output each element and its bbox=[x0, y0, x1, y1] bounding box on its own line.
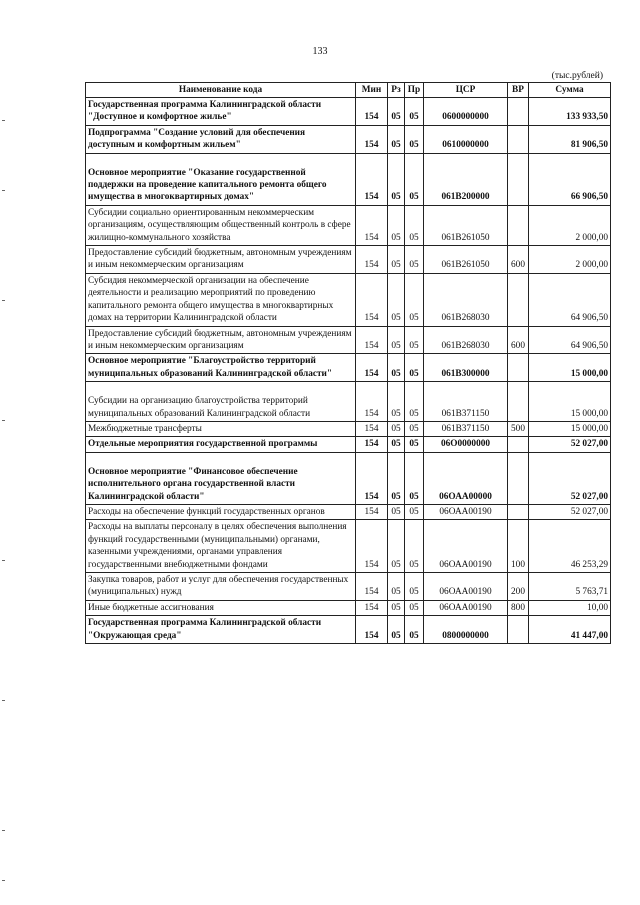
row-sum-cell: 52 027,00 bbox=[529, 452, 611, 504]
row-sum-cell: 5 763,71 bbox=[529, 573, 611, 601]
row-name-cell: Государственная программа Калининградской области "Доступное и комфортное жилье" bbox=[86, 98, 356, 126]
row-pr-cell: 05 bbox=[405, 98, 424, 126]
row-rz-cell: 05 bbox=[388, 326, 405, 354]
row-sum-cell: 15 000,00 bbox=[529, 354, 611, 382]
row-vr-cell bbox=[508, 153, 529, 205]
header-min: Мин bbox=[356, 83, 388, 98]
row-name-cell: Государственная программа Калининградской области "Окружающая среда" bbox=[86, 616, 356, 644]
row-sum-cell: 41 447,00 bbox=[529, 616, 611, 644]
row-vr-cell bbox=[508, 205, 529, 245]
row-vr-cell: 800 bbox=[508, 600, 529, 615]
row-csr-cell: 061В200000 bbox=[424, 153, 508, 205]
row-min-cell: 154 bbox=[356, 273, 388, 326]
table-row bbox=[86, 600, 611, 615]
row-min-cell: 154 bbox=[356, 520, 388, 573]
table-row bbox=[86, 382, 611, 422]
table-row bbox=[86, 573, 611, 601]
row-name-cell: Иные бюджетные ассигнования bbox=[86, 600, 356, 615]
row-csr-cell: 061В268030 bbox=[424, 273, 508, 326]
row-rz-cell: 05 bbox=[388, 98, 405, 126]
row-rz-cell: 05 bbox=[388, 437, 405, 452]
row-pr-cell: 05 bbox=[405, 437, 424, 452]
row-name-cell bbox=[86, 382, 356, 422]
row-rz-cell: 05 bbox=[388, 125, 405, 153]
budget-table bbox=[85, 82, 611, 644]
table-header-row bbox=[86, 83, 611, 98]
row-vr-cell bbox=[508, 273, 529, 326]
row-rz-cell: 05 bbox=[388, 616, 405, 644]
row-csr-cell: 06О0000000 bbox=[424, 437, 508, 452]
row-pr-cell: 05 bbox=[405, 205, 424, 245]
row-csr-cell: 06ОАА00190 bbox=[424, 600, 508, 615]
row-pr-cell: 05 bbox=[405, 382, 424, 422]
row-pr-cell: 05 bbox=[405, 125, 424, 153]
table-body bbox=[86, 98, 611, 644]
row-pr-cell: 05 bbox=[405, 153, 424, 205]
header-rz: Рз bbox=[388, 83, 405, 98]
row-csr-cell: 061В261050 bbox=[424, 205, 508, 245]
row-pr-cell: 05 bbox=[405, 246, 424, 274]
row-min-cell: 154 bbox=[356, 246, 388, 274]
table-row bbox=[86, 437, 611, 452]
row-vr-cell bbox=[508, 354, 529, 382]
row-sum-cell: 10,00 bbox=[529, 600, 611, 615]
row-rz-cell: 05 bbox=[388, 246, 405, 274]
row-pr-cell: 05 bbox=[405, 273, 424, 326]
row-rz-cell: 05 bbox=[388, 520, 405, 573]
table-row bbox=[86, 98, 611, 126]
row-vr-cell bbox=[508, 616, 529, 644]
row-min-cell: 154 bbox=[356, 153, 388, 205]
row-name-cell: Субсидии социально ориентированным некоммерческим организациям, осуществляющим общественный контроль в сфере жилищно-коммунального хозяйства bbox=[86, 205, 356, 245]
row-vr-cell bbox=[508, 125, 529, 153]
table-row bbox=[86, 616, 611, 644]
row-sum-cell: 52 027,00 bbox=[529, 504, 611, 519]
row-min-cell: 154 bbox=[356, 354, 388, 382]
row-rz-cell: 05 bbox=[388, 452, 405, 504]
row-rz-cell: 05 bbox=[388, 600, 405, 615]
row-csr-cell: 06ОАА00000 bbox=[424, 452, 508, 504]
table-row bbox=[86, 520, 611, 573]
row-rz-cell: 05 bbox=[388, 153, 405, 205]
row-min-cell: 154 bbox=[356, 205, 388, 245]
row-name-cell: Предоставление субсидий бюджетным, автономным учреждениям и иным некоммерческим организациям bbox=[86, 246, 356, 274]
row-vr-cell: 100 bbox=[508, 520, 529, 573]
row-vr-cell bbox=[508, 98, 529, 126]
row-rz-cell: 05 bbox=[388, 573, 405, 601]
header-vr: ВР bbox=[508, 83, 529, 98]
table-row bbox=[86, 326, 611, 354]
row-vr-cell bbox=[508, 504, 529, 519]
row-rz-cell: 05 bbox=[388, 504, 405, 519]
row-min-cell: 154 bbox=[356, 382, 388, 422]
table-row bbox=[86, 354, 611, 382]
row-sum-cell: 52 027,00 bbox=[529, 437, 611, 452]
row-sum-cell: 2 000,00 bbox=[529, 205, 611, 245]
row-rz-cell: 05 bbox=[388, 382, 405, 422]
row-name-cell: Отдельные мероприятия государственной программы bbox=[86, 437, 356, 452]
row-min-cell: 154 bbox=[356, 600, 388, 615]
row-pr-cell: 05 bbox=[405, 504, 424, 519]
table-row bbox=[86, 205, 611, 245]
row-min-cell: 154 bbox=[356, 421, 388, 436]
row-csr-cell: 0800000000 bbox=[424, 616, 508, 644]
row-rz-cell: 05 bbox=[388, 421, 405, 436]
row-pr-cell: 05 bbox=[405, 600, 424, 615]
row-pr-cell: 05 bbox=[405, 520, 424, 573]
row-pr-cell: 05 bbox=[405, 573, 424, 601]
row-pr-cell: 05 bbox=[405, 326, 424, 354]
row-rz-cell: 05 bbox=[388, 273, 405, 326]
row-sum-cell: 46 253,29 bbox=[529, 520, 611, 573]
row-sum-cell: 81 906,50 bbox=[529, 125, 611, 153]
row-pr-cell: 05 bbox=[405, 452, 424, 504]
row-pr-cell: 05 bbox=[405, 354, 424, 382]
row-sum-cell: 133 933,50 bbox=[529, 98, 611, 126]
row-min-cell: 154 bbox=[356, 504, 388, 519]
table-row bbox=[86, 153, 611, 205]
row-min-cell: 154 bbox=[356, 437, 388, 452]
units-label: (тыс.рублей) bbox=[551, 71, 603, 81]
row-csr-cell: 0610000000 bbox=[424, 125, 508, 153]
row-name-cell: Предоставление субсидий бюджетным, автономным учреждениям и иным некоммерческим организациям bbox=[86, 326, 356, 354]
table-row bbox=[86, 421, 611, 436]
table-row bbox=[86, 504, 611, 519]
row-name-cell: Закупка товаров, работ и услуг для обеспечения государственных (муниципальных) нужд bbox=[86, 573, 356, 601]
row-csr-cell: 06ОАА00190 bbox=[424, 573, 508, 601]
row-sum-cell: 15 000,00 bbox=[529, 421, 611, 436]
row-sum-cell: 64 906,50 bbox=[529, 326, 611, 354]
table-row bbox=[86, 246, 611, 274]
row-csr-cell: 06ОАА00190 bbox=[424, 520, 508, 573]
row-vr-cell: 500 bbox=[508, 421, 529, 436]
row-sum-cell: 66 906,50 bbox=[529, 153, 611, 205]
row-sum-cell: 15 000,00 bbox=[529, 382, 611, 422]
row-name-cell bbox=[86, 452, 356, 504]
row-name-cell: Основное мероприятие "Благоустройство территорий муниципальных образований Калининградской области" bbox=[86, 354, 356, 382]
row-rz-cell: 05 bbox=[388, 354, 405, 382]
row-csr-cell: 061В261050 bbox=[424, 246, 508, 274]
row-name-cell bbox=[86, 153, 356, 205]
row-pr-cell: 05 bbox=[405, 616, 424, 644]
row-vr-cell: 600 bbox=[508, 246, 529, 274]
table-row bbox=[86, 452, 611, 504]
row-vr-cell bbox=[508, 382, 529, 422]
row-csr-cell: 06ОАА00190 bbox=[424, 504, 508, 519]
row-name-cell: Межбюджетные трансферты bbox=[86, 421, 356, 436]
row-min-cell: 154 bbox=[356, 573, 388, 601]
row-name-text: Основное мероприятие "Финансовое обеспечение исполнительного органа государственной власти Калининградской области" bbox=[88, 466, 298, 502]
row-rz-cell: 05 bbox=[388, 205, 405, 245]
row-csr-cell: 061В268030 bbox=[424, 326, 508, 354]
header-name: Наименование кода bbox=[86, 83, 356, 98]
row-min-cell: 154 bbox=[356, 125, 388, 153]
row-csr-cell: 061В371150 bbox=[424, 382, 508, 422]
row-min-cell: 154 bbox=[356, 326, 388, 354]
page-number: 133 bbox=[312, 46, 328, 57]
header-csr: ЦСР bbox=[424, 83, 508, 98]
row-vr-cell: 200 bbox=[508, 573, 529, 601]
row-name-cell: Подпрограмма "Создание условий для обеспечения доступным и комфортным жильем" bbox=[86, 125, 356, 153]
row-min-cell: 154 bbox=[356, 616, 388, 644]
row-sum-cell: 64 906,50 bbox=[529, 273, 611, 326]
row-csr-cell: 0600000000 bbox=[424, 98, 508, 126]
row-name-text: Субсидии на организацию благоустройства территорий муниципальных образований Калининградской области bbox=[88, 396, 311, 419]
header-sum: Сумма bbox=[529, 83, 611, 98]
budget-table-container bbox=[85, 82, 610, 644]
table-row bbox=[86, 125, 611, 153]
row-vr-cell bbox=[508, 437, 529, 452]
header-pr: Пр bbox=[405, 83, 424, 98]
row-name-cell: Расходы на обеспечение функций государственных органов bbox=[86, 504, 356, 519]
row-pr-cell: 05 bbox=[405, 421, 424, 436]
table-row bbox=[86, 273, 611, 326]
row-vr-cell bbox=[508, 452, 529, 504]
row-csr-cell: 061В300000 bbox=[424, 354, 508, 382]
row-vr-cell: 600 bbox=[508, 326, 529, 354]
row-name-text: Основное мероприятие "Оказание государственной поддержки на проведение капитального ремонта общего имущества в многоквартирных домах" bbox=[88, 167, 327, 203]
row-min-cell: 154 bbox=[356, 98, 388, 126]
row-name-cell: Расходы на выплаты персоналу в целях обеспечения выполнения функций государственными (муниципальными) органами, казенными учреждениями, органами управления государственными внебюджетными фондами bbox=[86, 520, 356, 573]
row-name-cell: Субсидия некоммерческой организации на обеспечение деятельности и реализацию мероприятий по проведению капитального ремонта общего имущества в многоквартирных домах на территории Калининградской области bbox=[86, 273, 356, 326]
left-margin-marks bbox=[0, 0, 8, 905]
row-csr-cell: 061В371150 bbox=[424, 421, 508, 436]
row-min-cell: 154 bbox=[356, 452, 388, 504]
row-sum-cell: 2 000,00 bbox=[529, 246, 611, 274]
